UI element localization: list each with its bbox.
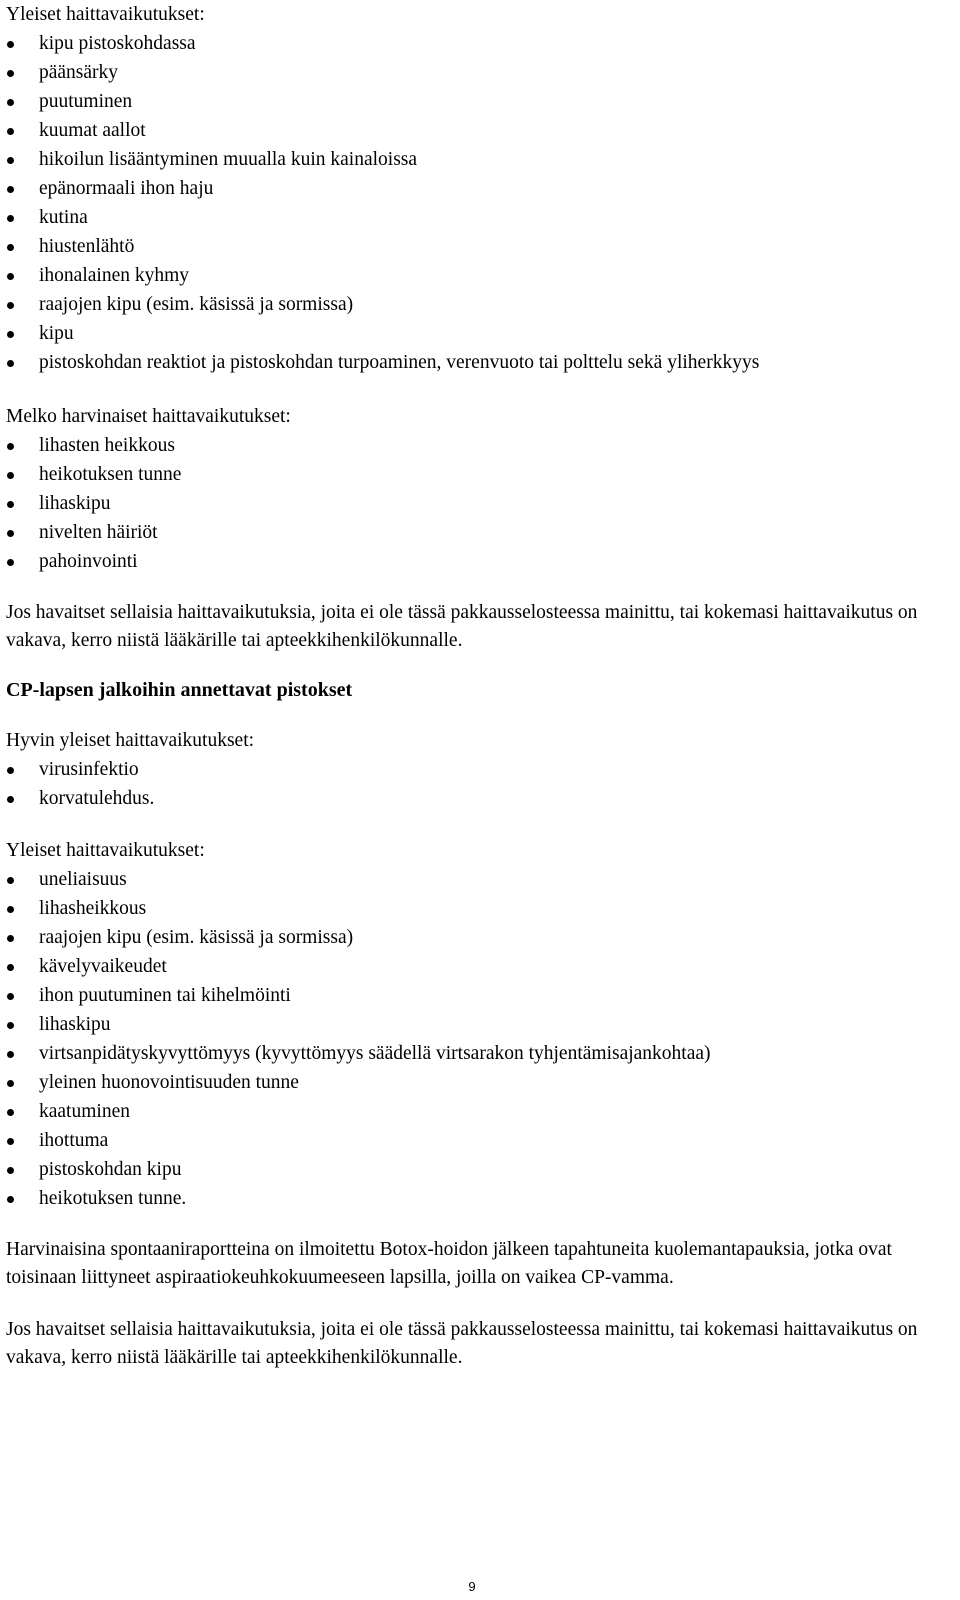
list-item: lihasten heikkous xyxy=(6,431,956,460)
list-item: kutina xyxy=(6,203,956,232)
list-item: hikoilun lisääntyminen muualla kuin kainaloissa xyxy=(6,145,956,174)
list-item: virusinfektio xyxy=(6,755,956,784)
list-item: raajojen kipu (esim. käsissä ja sormissa) xyxy=(6,923,956,952)
list-item: kipu xyxy=(6,319,956,348)
list-item: lihaskipu xyxy=(6,489,956,518)
list-item: päänsärky xyxy=(6,58,956,87)
page-number: 9 xyxy=(468,1579,476,1594)
uncommon-side-effects-title: Melko harvinaiset haittavaikutukset: xyxy=(6,406,291,427)
list-item: pahoinvointi xyxy=(6,547,956,576)
list-item: ihon puutuminen tai kihelmöinti xyxy=(6,981,956,1010)
cp-common-list xyxy=(6,865,956,1213)
common-side-effects-title: Yleiset haittavaikutukset: xyxy=(6,4,205,25)
cp-very-common-list xyxy=(6,755,956,813)
uncommon-side-effects-list xyxy=(6,431,956,576)
list-item: puutuminen xyxy=(6,87,956,116)
list-item: ihonalainen kyhmy xyxy=(6,261,956,290)
list-item: virtsanpidätyskyvyttömyys (kyvyttömyys säädellä virtsarakon tyhjentämisajankohtaa) xyxy=(6,1039,956,1068)
list-item: ihottuma xyxy=(6,1126,956,1155)
list-item: nivelten häiriöt xyxy=(6,518,956,547)
list-item: uneliaisuus xyxy=(6,865,956,894)
cp-very-common-title: Hyvin yleiset haittavaikutukset: xyxy=(6,730,255,751)
list-item: hiustenlähtö xyxy=(6,232,956,261)
report-notice-paragraph-2: Jos havaitset sellaisia haittavaikutuksia, joita ei ole tässä pakkausselosteessa mainittu, tai kokemasi haittavaikutus on vakava, kerro niistä lääkärille tai apteekkihenkilökunnalle. xyxy=(6,1319,918,1368)
cp-common-title: Yleiset haittavaikutukset: xyxy=(6,840,205,861)
list-item: kipu pistoskohdassa xyxy=(6,29,956,58)
list-item: heikotuksen tunne xyxy=(6,460,956,489)
list-item: heikotuksen tunne. xyxy=(6,1184,956,1213)
list-item: raajojen kipu (esim. käsissä ja sormissa) xyxy=(6,290,956,319)
list-item: yleinen huonovointisuuden tunne xyxy=(6,1068,956,1097)
list-item: korvatulehdus. xyxy=(6,784,956,813)
rare-reports-paragraph: Harvinaisina spontaaniraportteina on ilmoitettu Botox-hoidon jälkeen tapahtuneita kuolemantapauksia, jotka ovat toisinaan liittyneet aspiraatiokeuhkokuumeeseen lapsilla, joilla on vaikea CP-vamma. xyxy=(6,1239,892,1288)
list-item: epänormaali ihon haju xyxy=(6,174,956,203)
list-item: kaatuminen xyxy=(6,1097,956,1126)
list-item: pistoskohdan kipu xyxy=(6,1155,956,1184)
list-item: lihasheikkous xyxy=(6,894,956,923)
list-item: lihaskipu xyxy=(6,1010,956,1039)
list-item: pistoskohdan reaktiot ja pistoskohdan turpoaminen, verenvuoto tai polttelu sekä yliherkkyys xyxy=(6,348,956,377)
list-item: kävelyvaikeudet xyxy=(6,952,956,981)
report-notice-paragraph: Jos havaitset sellaisia haittavaikutuksia, joita ei ole tässä pakkausselosteessa mainittu, tai kokemasi haittavaikutus on vakava, kerro niistä lääkärille tai apteekkihenkilökunnalle. xyxy=(6,602,918,651)
list-item: kuumat aallot xyxy=(6,116,956,145)
cp-injections-heading: CP-lapsen jalkoihin annettavat pistokset xyxy=(6,679,353,701)
common-side-effects-list xyxy=(6,29,956,377)
leaflet-page xyxy=(6,0,956,1372)
